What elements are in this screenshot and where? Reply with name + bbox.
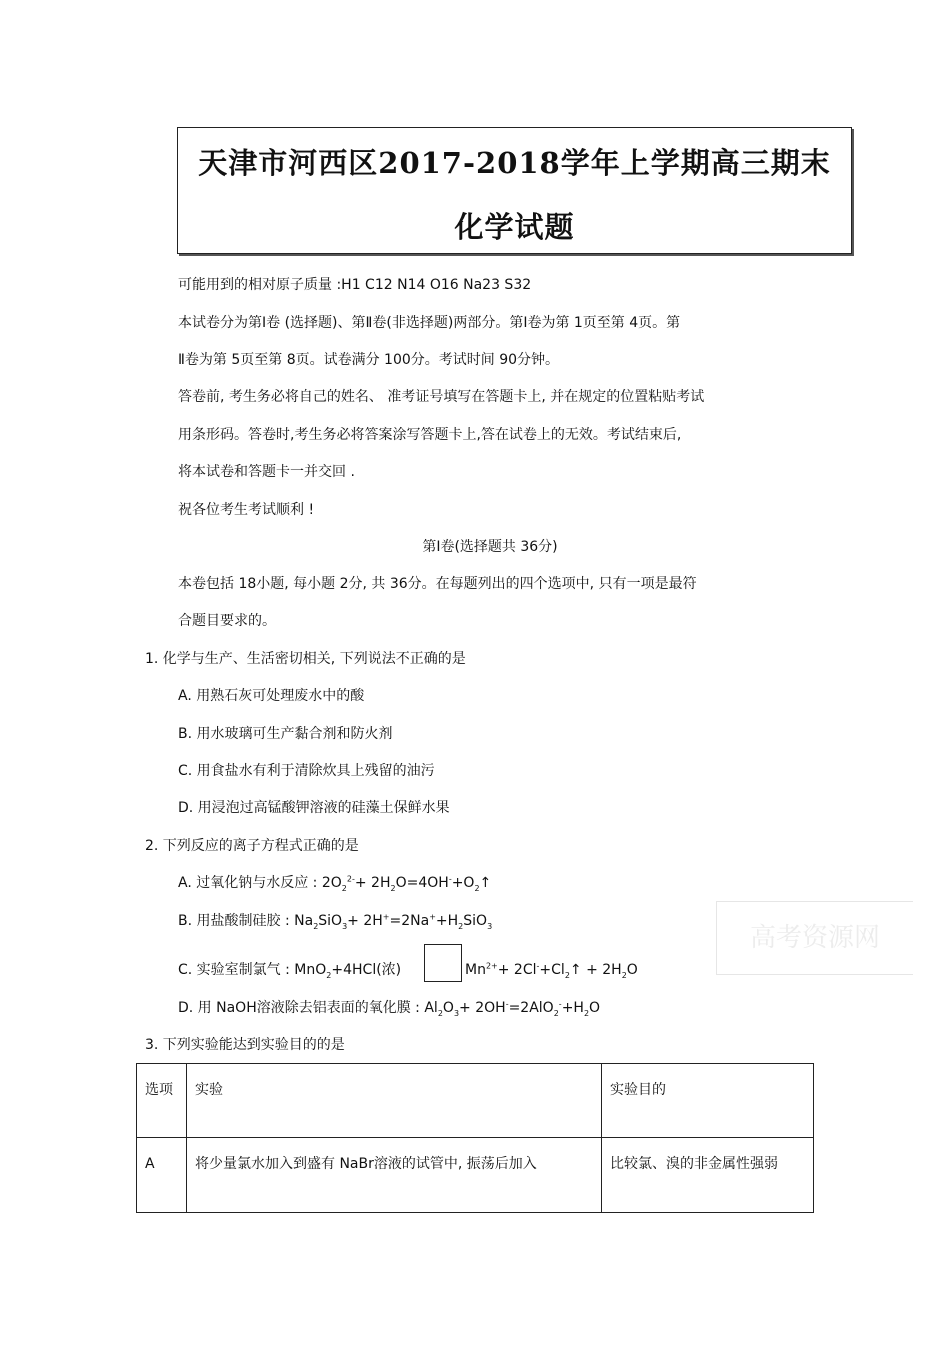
table-cell: 比较氯、溴的非金属性强弱 [602, 1138, 814, 1213]
q2-option-d [178, 999, 600, 1017]
experiment-table [136, 1063, 814, 1213]
title-box [177, 127, 852, 254]
q2-c-label: C. 实验室制氯气 : [178, 962, 290, 978]
reaction-condition-box [424, 944, 462, 982]
table-header-cell: 实验目的 [602, 1064, 814, 1138]
q2-option-c-left [178, 961, 401, 979]
q2-b-label: B. 用盐酸制硅胶 : [178, 913, 290, 929]
table-cell: 将少量氯水加入到盛有 NaBr溶液的试管中, 振荡后加入 [187, 1138, 602, 1213]
structure-line-1: 本试卷分为第Ⅰ卷 (选择题)、第Ⅱ卷(非选择题)两部分。第Ⅰ卷为第 1页至第 4页。第 [178, 315, 681, 331]
atomic-mass-line: 可能用到的相对原子质量 :H1 C12 N14 O16 Na23 S32 [178, 277, 532, 293]
q2-b-equation: $Na_2SiO_3+ 2H^+=2Na^++H_2SiO_3$ [294, 912, 493, 931]
q2-c-reactants: MnO$_2$+4HCl(浓) [294, 962, 402, 980]
q2-stem: 2. 下列反应的离子方程式正确的是 [145, 838, 359, 854]
table-row [137, 1138, 814, 1213]
q3-stem: 3. 下列实验能达到实验目的的是 [145, 1037, 345, 1053]
q1-option-a: A. 用熟石灰可处理废水中的酸 [178, 688, 365, 704]
structure-line-2: Ⅱ卷为第 5页至第 8页。试卷满分 100分。考试时间 90分钟。 [178, 352, 560, 368]
q1-option-b: B. 用水玻璃可生产黏合剂和防火剂 [178, 726, 393, 742]
notice-line-3: 将本试卷和答题卡一并交回 . [178, 464, 355, 480]
notice-line-2: 用条形码。答卷时,考生务必将答案涂写答题卡上,答在试卷上的无效。考试结束后, [178, 427, 682, 443]
watermark: 高考资源网 [716, 901, 913, 975]
exam-subtitle: 化学试题 [454, 210, 575, 244]
notice-line-1: 答卷前, 考生务必将自己的姓名、 准考证号填写在答题卡上, 并在规定的位置粘贴考试 [178, 389, 705, 405]
q2-a-label: A. 过氧化钠与水反应 : [178, 875, 318, 891]
q2-c-products: $Mn^{2+}+$ $2Cl^-+Cl_2↑ + 2H_2O$ [465, 961, 638, 980]
q2-d-label: D. 用 NaOH溶液除去铝表面的氧化膜 : [178, 1000, 420, 1016]
q1-option-c: C. 用食盐水有利于清除炊具上残留的油污 [178, 763, 435, 779]
q1-option-d: D. 用浸泡过高锰酸钾溶液的硅藻土保鲜水果 [178, 800, 450, 816]
q2-option-b [178, 912, 492, 930]
table-header-row [137, 1064, 814, 1138]
q1-stem: 1. 化学与生产、生活密切相关, 下列说法不正确的是 [145, 651, 466, 667]
section1-desc-2: 合题目要求的。 [178, 613, 276, 629]
q2-d-equation: $Al_2O_3+ 2OH^-=2AlO_2^-+H_2O$ [424, 999, 601, 1018]
table-header-cell: 实验 [187, 1064, 602, 1138]
exam-title: 天津市河西区2017-2018学年上学期高三期末 [198, 146, 831, 180]
q2-option-a [178, 874, 491, 892]
table-header-cell: 选项 [137, 1064, 187, 1138]
q2-a-equation: $2O_2^{2-}+$ $2H_2O=4OH^-+O_2↑$ [321, 874, 492, 893]
wish-line: 祝各位考生考试顺利 ! [178, 502, 315, 518]
section1-desc-1: 本卷包括 18小题, 每小题 2分, 共 36分。在每题列出的四个选项中, 只有一项是最符 [178, 576, 697, 592]
section1-heading: 第Ⅰ卷(选择题共 36分) [422, 539, 558, 555]
table-cell: A [137, 1138, 187, 1213]
